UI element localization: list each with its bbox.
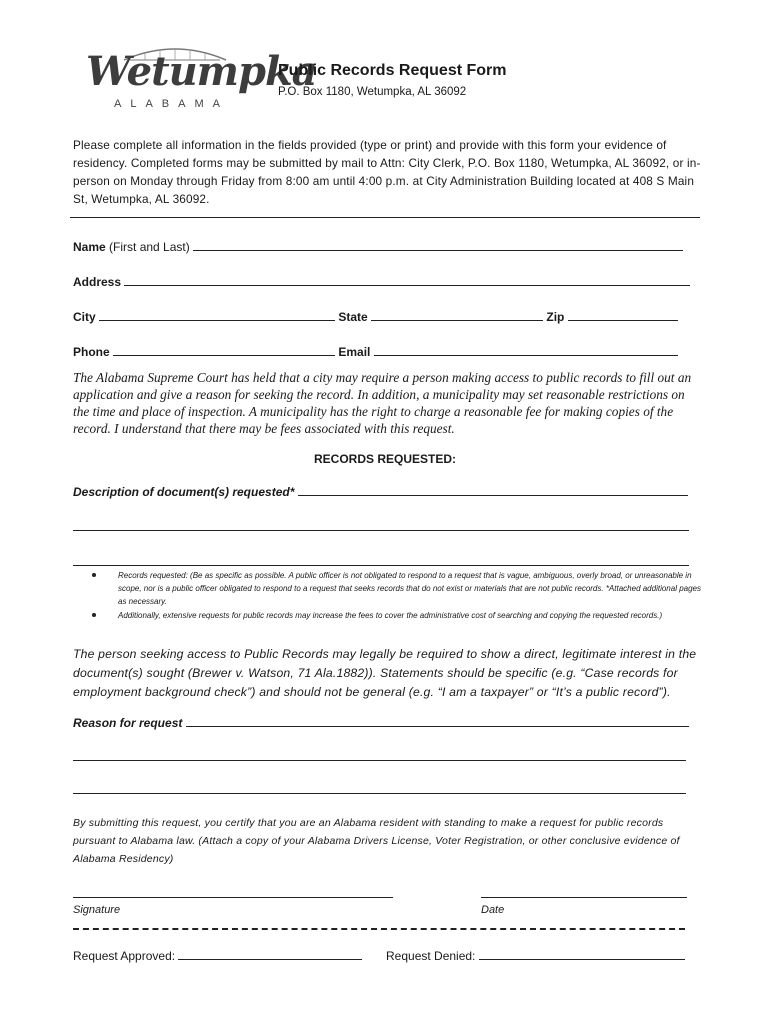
approved-field[interactable]	[178, 947, 362, 960]
description-label: Description of document(s) requested*	[73, 485, 295, 499]
office-address: P.O. Box 1180, Wetumpka, AL 36092	[278, 86, 467, 98]
email-field[interactable]	[374, 343, 678, 356]
signature-field[interactable]	[73, 897, 393, 898]
reason-line-2[interactable]	[73, 760, 686, 761]
city-row	[73, 308, 678, 324]
phone-field[interactable]	[113, 343, 335, 356]
denied-label: Request Denied:	[386, 949, 476, 963]
interest-notice: The person seeking access to Public Records may legally be required to show a direct, legitimate interest in the document(s) sought (Brewer v. Watson, 71 Ala.1882)). Statements should be specific (e.g. “Case records for employment background check”) and should not be general (e.g. “I am a taxpayer” or “It’s a public record”).	[73, 647, 697, 699]
email-label: Email	[338, 345, 371, 359]
logo-wordmark: Wetumpka	[86, 48, 317, 95]
certification-text: By submitting this request, you certify that you are an Alabama resident with standing to make a request for public records pursuant to Alabama law. (Attach a copy of your Alabama Drivers License, Voter Registration, or other conclusive evidence of Alabama Residency)	[73, 817, 680, 865]
date-field[interactable]	[481, 897, 687, 898]
reason-line-3[interactable]	[73, 793, 686, 794]
name-row	[73, 238, 683, 254]
records-heading: RECORDS REQUESTED:	[313, 452, 456, 466]
description-field[interactable]	[298, 483, 688, 496]
page-title: Public Records Request Form	[278, 62, 507, 79]
records-notes	[92, 569, 702, 622]
description-line-2[interactable]	[73, 530, 689, 531]
note-text: Additionally, extensive requests for public records may increase the fees to cover the administrative cost of searching and copying the requested records.)	[118, 611, 663, 620]
wetumpka-logo	[80, 48, 317, 116]
intro-paragraph: Please complete all information in the fields provided (type or print) and provide with this form your evidence of residency. Completed forms may be submitted by mail to Attn: City Clerk, P.O. Box 1180, Wetumpka, AL 36092, or in-person on Monday through Friday from 8:00 am until 4:00 p.m. at City Administration Building located at 408 S Main St, Wetumpka, AL 36092.	[73, 138, 701, 206]
reason-label: Reason for request	[73, 716, 183, 730]
reason-field[interactable]	[186, 714, 689, 727]
address-label: Address	[73, 275, 122, 289]
denied-row	[386, 947, 685, 963]
legal-notice: The Alabama Supreme Court has held that a city may require a person making access to public records to fill out an application and give a reason for seeking the record. In addition, a municipality may set reasonable restrictions on the time and place of inspection. A municipality has the right to charge a reasonable fee for making copies of the record. I understand that there may be fees associated with this request.	[73, 370, 692, 436]
approved-row	[73, 947, 362, 963]
name-field[interactable]	[193, 238, 683, 251]
address-row	[73, 273, 690, 289]
address-field[interactable]	[124, 273, 690, 286]
description-row	[73, 483, 688, 499]
bullet-icon	[92, 613, 96, 617]
name-label: Name	[73, 240, 106, 254]
date-label: Date	[481, 904, 505, 916]
city-field[interactable]	[99, 308, 335, 321]
signature-label: Signature	[73, 904, 121, 916]
phone-row	[73, 343, 678, 359]
city-label: City	[73, 310, 96, 324]
description-line-3[interactable]	[73, 565, 689, 566]
reason-row	[73, 714, 689, 730]
approved-label: Request Approved:	[73, 949, 176, 963]
divider	[70, 217, 700, 218]
zip-label: Zip	[546, 310, 565, 324]
zip-field[interactable]	[568, 308, 678, 321]
denied-field[interactable]	[479, 947, 685, 960]
list-item	[92, 569, 702, 608]
state-field[interactable]	[371, 308, 543, 321]
list-item	[92, 609, 702, 622]
cut-line	[73, 928, 685, 930]
phone-label: Phone	[73, 345, 110, 359]
state-label: State	[338, 310, 368, 324]
logo-subtext: ALABAMA	[114, 98, 229, 110]
name-hint: (First and Last)	[109, 240, 190, 254]
note-text: Records requested: (Be as specific as possible. A public officer is not obligated to respond to a request that is vague, ambiguous, overly broad, or unreasonable in scope, nor is a public officer obligated to respond to a request that seeks records that do not exist or materials that are not public records. *Attached additional pages as necessary.	[118, 571, 702, 606]
bullet-icon	[92, 573, 96, 577]
